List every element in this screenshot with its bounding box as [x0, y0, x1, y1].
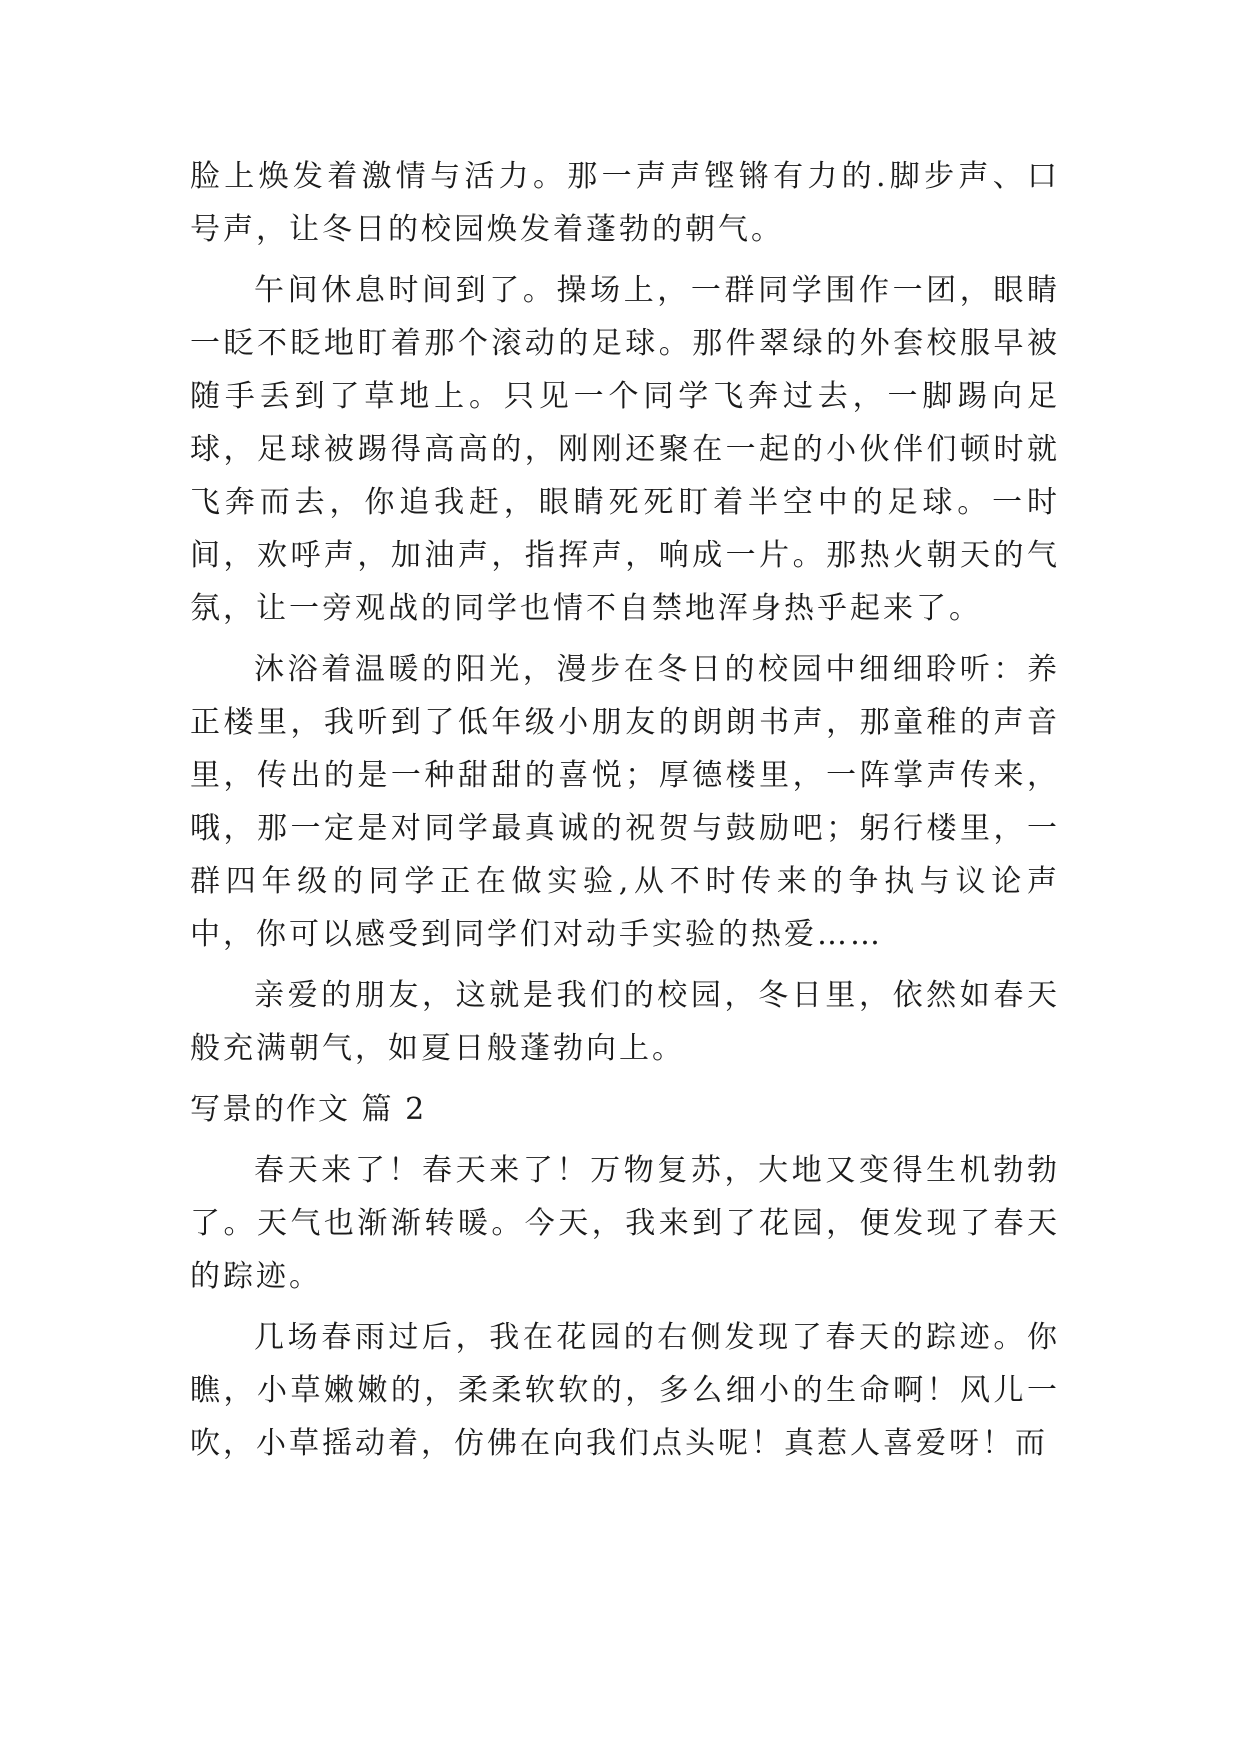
paragraph-6: 几场春雨过后，我在花园的右侧发现了春天的踪迹。你瞧，小草嫩嫩的，柔柔软软的，多么细小的生命啊！风儿一吹，小草摇动着，仿佛在向我们点头呢！真惹人喜爱呀！而 [190, 1320, 1060, 1461]
paragraph-3: 沐浴着温暖的阳光，漫步在冬日的校园中细细聆听：养正楼里，我听到了低年级小朋友的朗朗书声，那童稚的声音里，传出的是一种甜甜的喜悦；厚德楼里，一阵掌声传来，哦，那一定是对同学最真诚的祝贺与鼓励吧；躬行楼里，一群四年级的同学正在做实验,从不时传来的争执与议论声中，你可以感受到同学们对动手实验的热爱…… [190, 652, 1060, 952]
paragraph-1: 脸上焕发着激情与活力。那一声声铿锵有力的.脚步声、口号声，让冬日的校园焕发着蓬勃的朝气。 [190, 159, 1060, 247]
paragraph-2: 午间休息时间到了。操场上，一群同学围作一团，眼睛一眨不眨地盯着那个滚动的足球。那件翠绿的外套校服早被随手丢到了草地上。只见一个同学飞奔过去，一脚踢向足球，足球被踢得高高的，刚刚还聚在一起的小伙伴们顿时就飞奔而去，你追我赶，眼睛死死盯着半空中的足球。一时间，欢呼声，加油声，指挥声，响成一片。那热火朝天的气氛，让一旁观战的同学也情不自禁地浑身热乎起来了。 [190, 273, 1060, 626]
section-heading: 写景的作文 篇 2 [190, 1092, 427, 1127]
document-body [190, 150, 1060, 1478]
paragraph-4: 亲爱的朋友，这就是我们的校园，冬日里，依然如春天般充满朝气，如夏日般蓬勃向上。 [190, 978, 1060, 1066]
paragraph-5: 春天来了！春天来了！万物复苏，大地又变得生机勃勃了。天气也渐渐转暖。今天，我来到了花园，便发现了春天的踪迹。 [190, 1153, 1060, 1294]
